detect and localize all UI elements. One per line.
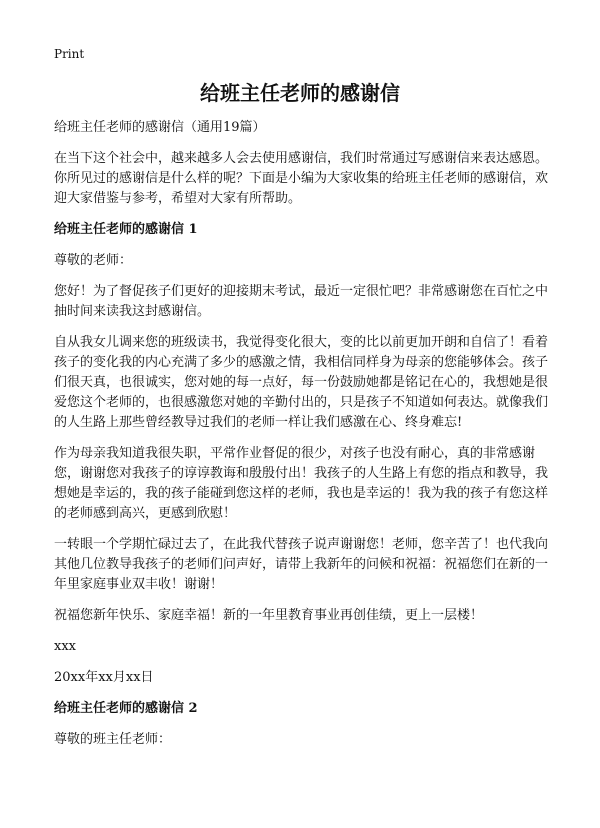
letter-1-paragraph-1: 您好！为了督促孩子们更好的迎接期末考试，最近一定很忙吧？非常感谢您在百忙之中抽时间来读我这封感谢信。: [54, 284, 549, 319]
letter-1-paragraph-3: 作为母亲我知道我很失职，平常作业督促的很少，对孩子也没有耐心，真的非常感谢您，谢谢您对我孩子的谆谆教诲和殷殷付出！我孩子的人生路上有您的指点和教导，我想她是幸运的，我的孩子能碰到您这样的老师，我也是幸运的！我为我的孩子有您这样的老师感到高兴，更感到欣慰！: [54, 446, 549, 521]
intro-heading: 给班主任老师的感谢信（通用19篇）: [54, 120, 266, 135]
page-title: 给班主任老师的感谢信: [200, 81, 400, 105]
document-content: [54, 118, 550, 761]
letter-1-paragraph-2: 自从我女儿调来您的班级读书，我觉得变化很大，变的比以前更加开朗和自信了！看着孩子的变化我的内心充满了多少的感激之情，我相信同样身为母亲的您能够体会。孩子们很天真，也很诚实，您对她的每一点好，每一份鼓励她都是铭记在心的，我想她是很爱您这个老师的，也很感激您对她的辛勤付出的，只是孩子不知道如何表达。就像我们的人生路上那些曾经教导过我们的老师一样让我们感激在心、终身难忘!: [54, 335, 549, 430]
letter-1-date: 20xx年xx月xx日: [54, 670, 154, 685]
letter-2-heading: 给班主任老师的感谢信 2: [54, 701, 198, 716]
letter-1-signature: xxx: [54, 639, 76, 654]
letter-2-salutation: 尊敬的班主任老师：: [54, 732, 172, 747]
print-link[interactable]: Print: [54, 47, 85, 61]
intro-paragraph: 在当下这个社会中，越来越多人会去使用感谢信，我们时常通过写感谢信来表达感恩。你所见过的感谢信是什么样的呢？下面是小编为大家收集的给班主任老师的感谢信，欢迎大家借鉴与参考，希望对大家有所帮助。: [54, 151, 549, 206]
letter-1-paragraph-4: 一转眼一个学期忙碌过去了，在此我代替孩子说声谢谢您！老师，您辛苦了！也代我向其他几位教导我孩子的老师们问声好，请带上我新年的问候和祝福：祝福您们在新的一年里家庭事业双丰收！谢谢！: [54, 537, 549, 592]
letter-1-salutation: 尊敬的老师：: [54, 253, 133, 268]
letter-1-heading: 给班主任老师的感谢信 1: [54, 222, 198, 237]
letter-1-paragraph-5: 祝福您新年快乐、家庭幸福！新的一年里教育事业再创佳绩，更上一层楼！: [54, 608, 484, 623]
